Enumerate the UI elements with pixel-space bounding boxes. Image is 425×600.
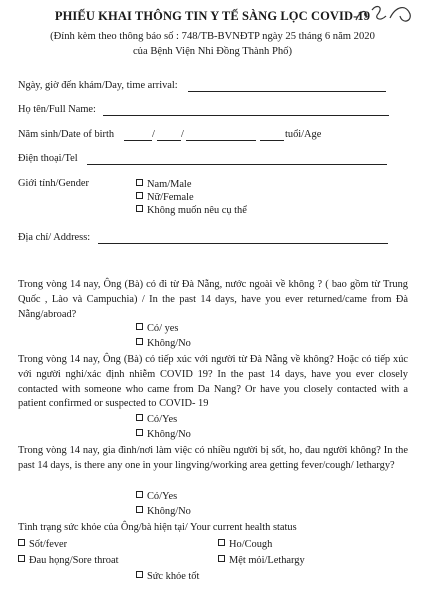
age-label: tuổi/Age bbox=[285, 129, 322, 140]
gender-option-female[interactable]: Nữ/Female bbox=[136, 192, 194, 203]
gender-option-unspecified[interactable]: Không muốn nêu cụ thể bbox=[136, 205, 247, 216]
checkbox[interactable] bbox=[218, 539, 225, 546]
question-1-yes[interactable]: Có/ yes bbox=[136, 323, 178, 334]
dob-label: Năm sinh/Date of birth bbox=[18, 129, 115, 140]
gender-option-male[interactable]: Nam/Male bbox=[136, 179, 191, 190]
checkbox[interactable] bbox=[136, 323, 143, 330]
question-1-text: Trong vòng 14 nay, Ông (Bà) có đi từ Đà Nẵng, nước ngoài về không ? ( bao gồm từ Trung Quốc , Lào và Campuchia) / In the past 14 days, have you ever returned/came from Đà Nẵng/abroad? bbox=[18, 279, 408, 320]
checkbox[interactable] bbox=[136, 506, 143, 513]
visit-date-label: Ngày, giờ đến khám/Day, time arrival: bbox=[18, 80, 178, 91]
phone-field[interactable] bbox=[87, 164, 387, 165]
dob-day-field[interactable] bbox=[124, 140, 152, 141]
checkbox[interactable] bbox=[136, 414, 143, 421]
question-3-text: Trong vòng 14 nay, gia đình/nơi làm việc có nhiều người bị sốt, ho, đau người không? In the past 14 days, is there any one in your lingving/working area getting fever/cough/ lethargy? bbox=[18, 445, 408, 471]
dob-slash-1: / bbox=[152, 129, 155, 140]
health-option-sore-throat[interactable]: Đau họng/Sore throat bbox=[18, 555, 118, 566]
health-option-cough[interactable]: Ho/Cough bbox=[218, 539, 272, 550]
checkbox[interactable] bbox=[218, 555, 225, 562]
checkbox[interactable] bbox=[136, 338, 143, 345]
checkbox[interactable] bbox=[18, 555, 25, 562]
phone-label: Điện thoại/Tel bbox=[18, 153, 78, 164]
visit-date-field[interactable] bbox=[188, 91, 386, 92]
form-title: PHIẾU KHAI THÔNG TIN Y TẾ SÀNG LỌC COVID-19 bbox=[54, 9, 371, 23]
question-2-text: Trong vòng 14 nay, Ông (Bà) có tiếp xúc với người từ Đà Nẵng về không? Hoặc có tiếp xúc với người nghi/xác định nhiễm COVID 19? In the past 14 days, have you ever closely contacted with someone who came from Da Nang? Or have you closely contacted with a patient confirmed or suspected to COVID- 19 bbox=[18, 354, 408, 410]
name-label: Họ tên/Full Name: bbox=[18, 104, 96, 115]
health-option-lethargy[interactable]: Mệt mỏi/Lethargy bbox=[218, 555, 305, 566]
form-subtitle-2: của Bệnh Viện Nhi Đồng Thành Phố) bbox=[132, 46, 293, 57]
address-label: Địa chỉ/ Address: bbox=[18, 232, 91, 243]
question-3-yes[interactable]: Có/Yes bbox=[136, 491, 177, 502]
checkbox[interactable] bbox=[136, 205, 143, 212]
name-field[interactable] bbox=[103, 115, 389, 116]
dob-slash-2: / bbox=[181, 129, 184, 140]
question-2-yes[interactable]: Có/Yes bbox=[136, 414, 177, 425]
question-3-no[interactable]: Không/No bbox=[136, 506, 191, 517]
health-status-heading: Tình trạng sức khỏe của Ông/bà hiện tại/ Your current health status bbox=[18, 522, 297, 533]
checkbox[interactable] bbox=[136, 192, 143, 199]
health-option-good[interactable]: Sức khỏe tốt bbox=[136, 571, 199, 582]
checkbox[interactable] bbox=[18, 539, 25, 546]
dob-month-field[interactable] bbox=[157, 140, 181, 141]
question-2-no[interactable]: Không/No bbox=[136, 429, 191, 440]
question-1-no[interactable]: Không/No bbox=[136, 338, 191, 349]
health-option-fever[interactable]: Sốt/fever bbox=[18, 539, 67, 550]
form-subtitle-1: (Đính kèm theo thông báo số : 748/TB-BVNĐTP ngày 25 tháng 6 năm 2020 bbox=[50, 31, 375, 42]
checkbox[interactable] bbox=[136, 179, 143, 186]
checkbox[interactable] bbox=[136, 571, 143, 578]
checkbox[interactable] bbox=[136, 429, 143, 436]
address-field[interactable] bbox=[98, 243, 388, 244]
gender-label: Giới tính/Gender bbox=[18, 178, 89, 189]
checkbox[interactable] bbox=[136, 491, 143, 498]
age-field[interactable] bbox=[260, 140, 284, 141]
dob-year-field[interactable] bbox=[186, 140, 256, 141]
